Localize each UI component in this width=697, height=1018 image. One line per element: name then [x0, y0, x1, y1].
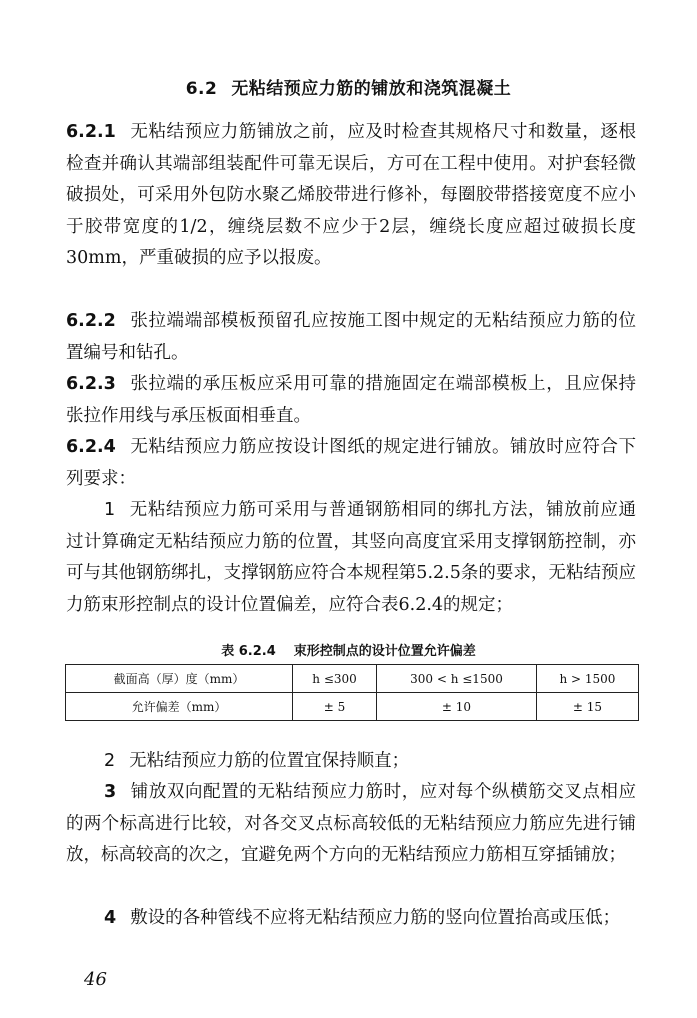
- item-number: 1: [104, 500, 116, 520]
- table-row: [66, 693, 639, 721]
- clause-text: 无粘结预应力筋铺放之前，应及时检查其规格尺寸和数量，逐根检查并确认其端部组装配件可靠无误后，方可在工程中使用。对护套轻微破损处，可采用外包防水聚乙烯胶带进行修补，每圈胶带搭接宽度不应小于胶带宽度的1/2，缠绕层数不应少于2层，缠绕长度应超过破损长度30mm，严重破损的应予以报废。: [66, 122, 636, 268]
- tolerance-table: [65, 664, 639, 721]
- item-text: 无粘结预应力筋的位置宜保持顺直；: [129, 751, 410, 771]
- section-title: 无粘结预应力筋的铺放和浇筑混凝土: [231, 79, 512, 99]
- table-title: 束形控制点的设计位置允许偏差: [293, 644, 476, 659]
- clause-number: 6.2.1: [66, 122, 116, 142]
- clause-6-2-2: [66, 306, 636, 369]
- list-item-1: [66, 495, 636, 621]
- item-text: 敷设的各种管线不应将无粘结预应力筋的竖向位置抬高或压低；: [130, 908, 621, 928]
- table-column-header: h > 1500: [536, 665, 638, 693]
- item-number: 2: [104, 751, 116, 771]
- clause-6-2-1: [66, 117, 636, 275]
- clause-number: 6.2.2: [66, 311, 116, 331]
- item-text: 铺放双向配置的无粘结预应力筋时，应对每个纵横筋交叉点相应的两个标高进行比较，对各交叉点标高较低的无粘结预应力筋应先进行铺放，标高较高的次之，宜避免两个方向的无粘结预应力筋相互穿插铺放；: [66, 782, 636, 865]
- table-header-label: 截面高（厚）度（mm）: [66, 665, 293, 693]
- item-text: 无粘结预应力筋可采用与普通钢筋相同的绑扎方法，铺放前应通过计算确定无粘结预应力筋的位置，其竖向高度宜采用支撑钢筋控制，亦可与其他钢筋绑扎，支撑钢筋应符合本规程第5.2.5条的要求，无粘结预应力筋束形控制点的设计位置偏差，应符合表6.2.4的规定；: [66, 500, 636, 615]
- clause-number: 6.2.3: [66, 374, 116, 394]
- clause-number: 6.2.4: [66, 437, 116, 457]
- item-number: 4: [104, 908, 117, 928]
- section-number: 6.2: [185, 79, 218, 99]
- list-item-2: [66, 746, 636, 778]
- page-number: 46: [84, 969, 107, 990]
- section-heading: [0, 74, 697, 99]
- item-number: 3: [104, 782, 117, 802]
- clause-text: 张拉端端部模板预留孔应按施工图中规定的无粘结预应力筋的位置编号和钻孔。: [66, 311, 636, 363]
- table-number: 表 6.2.4: [221, 644, 276, 659]
- clause-6-2-3: [66, 369, 636, 432]
- table-caption: [0, 640, 697, 659]
- list-item-4: [66, 903, 636, 935]
- table-column-header: h ≤300: [293, 665, 377, 693]
- clause-6-2-4: [66, 432, 636, 495]
- table-column-header: 300 < h ≤1500: [377, 665, 537, 693]
- clause-text: 张拉端的承压板应采用可靠的措施固定在端部模板上，且应保持张拉作用线与承压板面相垂直。: [66, 374, 636, 426]
- table-cell: ± 5: [293, 693, 377, 721]
- table-cell: ± 15: [536, 693, 638, 721]
- list-item-3: [66, 777, 636, 872]
- table-cell: ± 10: [377, 693, 537, 721]
- table-row-label: 允许偏差（mm）: [66, 693, 293, 721]
- table-row: [66, 665, 639, 693]
- clause-text: 无粘结预应力筋应按设计图纸的规定进行铺放。铺放时应符合下列要求：: [66, 437, 636, 489]
